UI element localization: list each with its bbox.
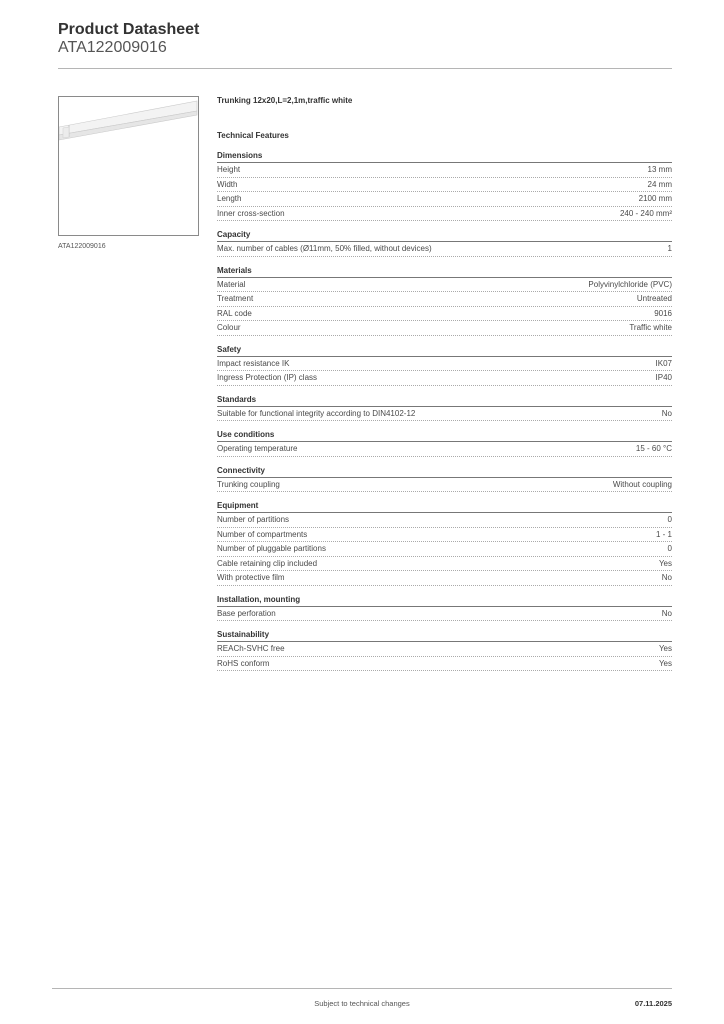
spec-value: 240 - 240 mm² [619, 208, 672, 218]
spec-row [217, 278, 672, 293]
footer-divider [52, 988, 672, 989]
product-name: Trunking 12x20,L=2,1m,traffic white [217, 96, 353, 105]
spec-row [217, 528, 672, 543]
spec-value: 0 [667, 515, 672, 524]
spec-value: Without coupling [612, 479, 672, 489]
spec-row [217, 163, 672, 178]
spec-value: 1 - 1 [655, 529, 672, 539]
spec-label: Width [217, 179, 238, 189]
spec-row [217, 542, 672, 557]
section-title: Standards [217, 394, 672, 407]
spec-label: Number of partitions [217, 515, 290, 524]
spec-label: Suitable for functional integrity according to DIN4102-12 [217, 408, 416, 418]
spec-label: Number of pluggable partitions [217, 544, 326, 553]
spec-row [217, 307, 672, 322]
product-image [58, 96, 199, 236]
spec-value: 24 mm [647, 179, 672, 189]
spec-value: No [661, 573, 672, 582]
spec-row [217, 642, 672, 657]
section-title: Safety [217, 344, 672, 357]
footer-note: Subject to technical changes [314, 999, 410, 1008]
section-title: Capacity [217, 229, 672, 242]
spec-row [217, 292, 672, 307]
spec-row [217, 478, 672, 493]
spec-row [217, 571, 672, 586]
section [217, 344, 672, 386]
spec-value: No [661, 608, 672, 618]
spec-label: Height [217, 165, 241, 174]
spec-row [217, 357, 672, 372]
spec-label: Max. number of cables (Ø11mm, 50% filled, without devices) [217, 244, 432, 253]
technical-features-heading: Technical Features [217, 131, 289, 140]
spec-value: Yes [658, 658, 672, 668]
spec-value: 1 [667, 244, 672, 253]
header-divider [58, 68, 672, 69]
section [217, 465, 672, 493]
spec-value: Yes [658, 558, 672, 568]
spec-value: IK07 [655, 358, 672, 368]
footer-date: 07.11.2025 [634, 999, 672, 1008]
spec-row [217, 557, 672, 572]
spec-label: Colour [217, 323, 241, 332]
spec-row [217, 321, 672, 336]
section-title: Sustainability [217, 629, 672, 642]
spec-label: Cable retaining clip included [217, 558, 318, 568]
spec-label: RAL code [217, 308, 252, 318]
section-title: Connectivity [217, 465, 672, 478]
section [217, 594, 672, 622]
spec-label: REACh-SVHC free [217, 644, 285, 653]
spec-value: 15 - 60 °C [635, 444, 672, 453]
section-title: Installation, mounting [217, 594, 672, 607]
spec-row [217, 657, 672, 672]
spec-label: With protective film [217, 573, 285, 582]
spec-row [217, 407, 672, 422]
spec-label: Number of compartments [217, 529, 308, 539]
spec-label: Trunking coupling [217, 479, 280, 489]
trunking-illustration [59, 97, 198, 235]
spec-label: Treatment [217, 294, 254, 303]
section [217, 265, 672, 336]
section [217, 500, 672, 586]
spec-label: Operating temperature [217, 444, 298, 453]
spec-row [217, 442, 672, 457]
spec-row [217, 242, 672, 257]
spec-row [217, 207, 672, 222]
spec-value: Yes [658, 644, 672, 653]
spec-label: Ingress Protection (IP) class [217, 373, 318, 382]
spec-value: IP40 [655, 373, 672, 382]
section [217, 394, 672, 422]
spec-value: Traffic white [629, 323, 672, 332]
section-title: Use conditions [217, 429, 672, 442]
section-title: Dimensions [217, 150, 672, 163]
section-title: Equipment [217, 500, 672, 513]
article-number: ATA122009016 [58, 39, 167, 56]
spec-value: 0 [667, 544, 672, 553]
spec-row [217, 607, 672, 622]
image-caption: ATA122009016 [58, 243, 106, 250]
technical-content [217, 95, 672, 671]
section [217, 229, 672, 257]
spec-value: Untreated [636, 294, 672, 303]
section [217, 429, 672, 457]
feature-sections [217, 150, 672, 671]
spec-label: RoHS conform [217, 658, 270, 668]
spec-row [217, 371, 672, 386]
spec-value: Polyvinylchloride (PVC) [588, 279, 672, 289]
spec-row [217, 513, 672, 528]
spec-label: Length [217, 194, 242, 203]
spec-label: Impact resistance IK [217, 358, 290, 368]
spec-label: Inner cross-section [217, 208, 285, 218]
spec-row [217, 178, 672, 193]
section-title: Materials [217, 265, 672, 278]
spec-value: 13 mm [647, 165, 672, 174]
spec-value: 9016 [654, 308, 672, 318]
section [217, 629, 672, 671]
document-title: Product Datasheet [58, 21, 200, 38]
spec-value: No [661, 408, 672, 418]
spec-value: 2100 mm [638, 194, 672, 203]
spec-label: Base perforation [217, 608, 276, 618]
section [217, 150, 672, 221]
spec-label: Material [217, 279, 246, 289]
spec-row [217, 192, 672, 207]
